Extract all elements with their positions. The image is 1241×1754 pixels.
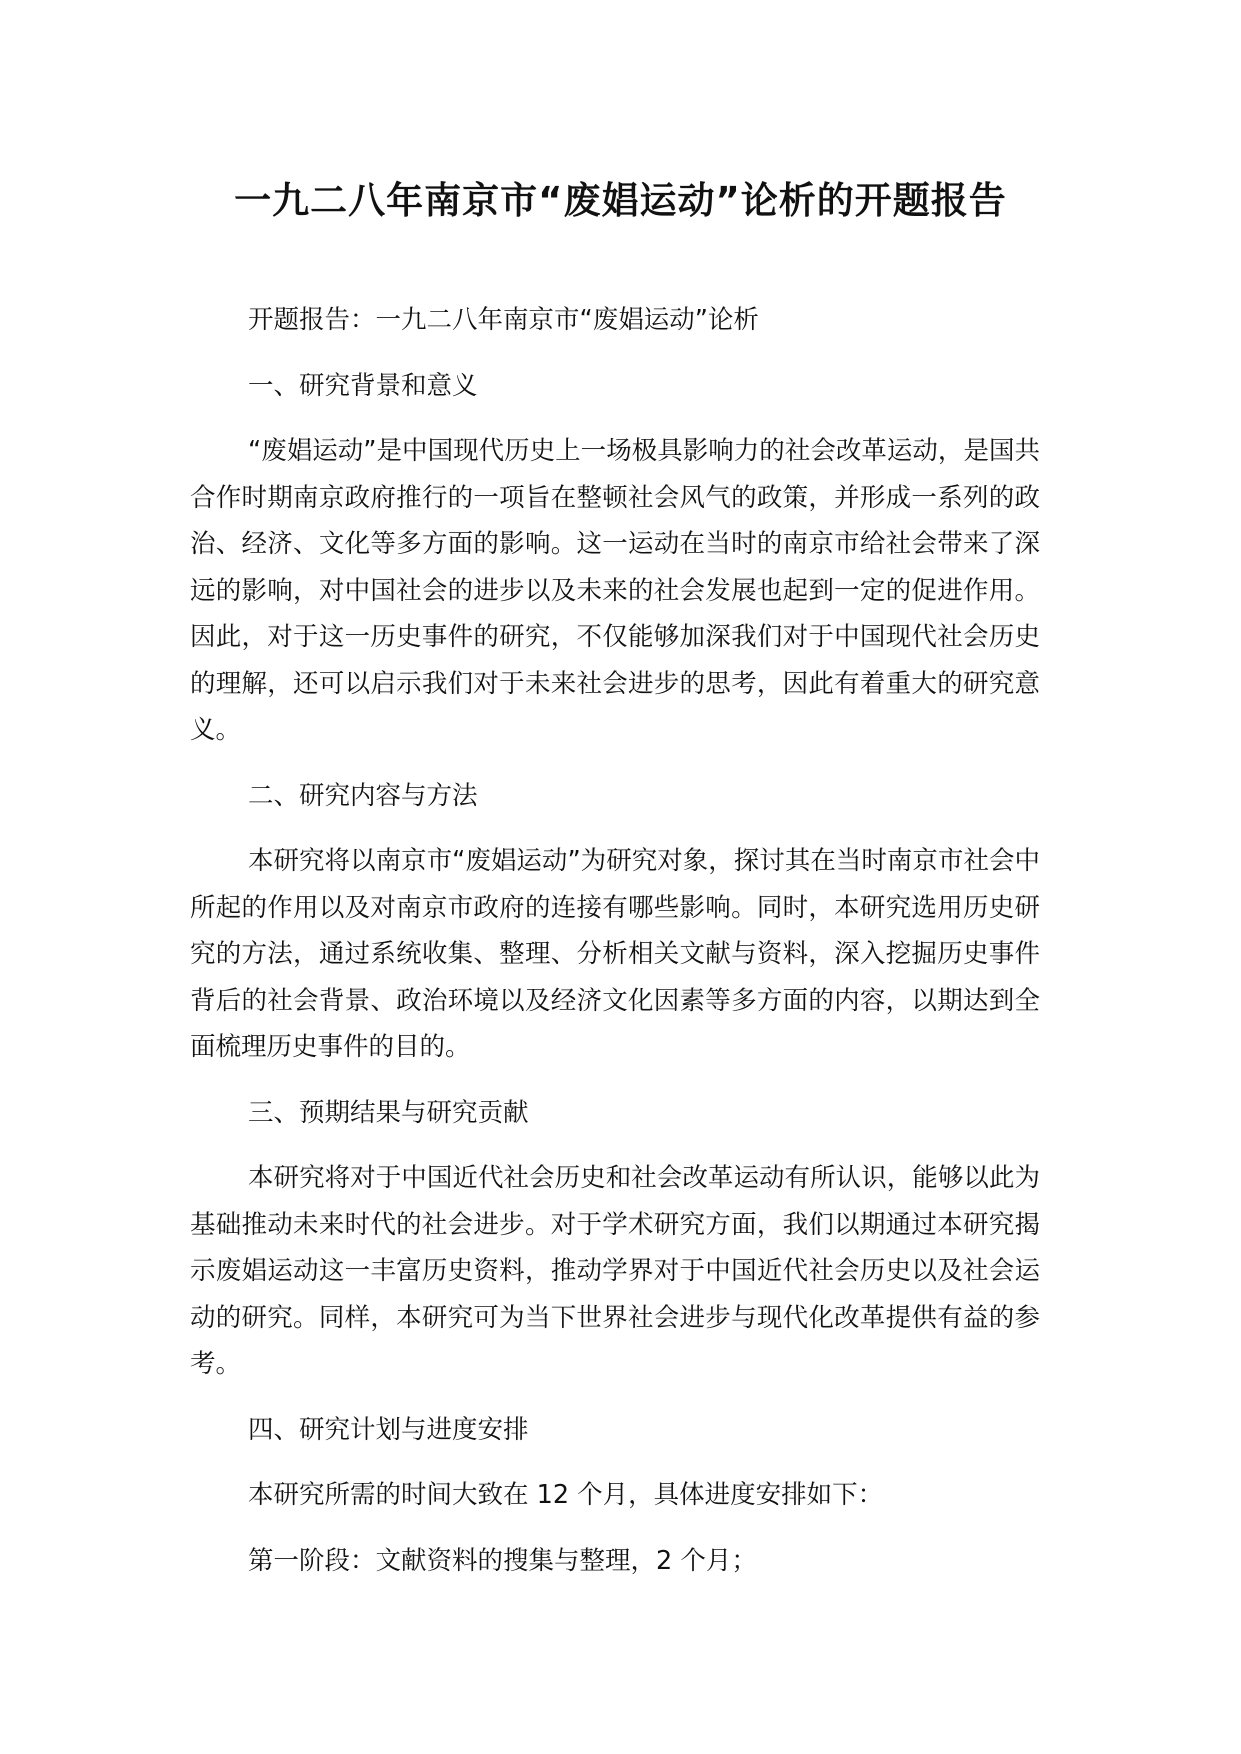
schedule-stage-one-line: 第一阶段：文献资料的搜集与整理，2 个月； bbox=[248, 1545, 757, 1576]
document-body bbox=[190, 297, 1040, 1584]
section-heading-content-methods: 二、研究内容与方法 bbox=[248, 780, 478, 811]
schedule-intro-line: 本研究所需的时间大致在 12 个月，具体进度安排如下： bbox=[248, 1480, 884, 1510]
document-title: 一九二八年南京市“废娼运动”论析的开题报告 bbox=[234, 179, 1007, 222]
section-heading-background: 一、研究背景和意义 bbox=[248, 370, 478, 401]
section-paragraph-background: “废娼运动”是中国现代历史上一场极具影响力的社会改革运动，是国共合作时期南京政府推行的一项旨在整顿社会风气的政策，并形成一系列的政治、经济、文化等多方面的影响。这一运动在当时的南京市给社会带来了深远的影响，对中国社会的进步以及未来的社会发展也起到一定的促进作用。因此，对于这一历史事件的研究，不仅能够加深我们对于中国现代社会历史的理解，还可以启示我们对于未来社会进步的思考，因此有着重大的研究意义。 bbox=[190, 436, 1040, 745]
section-heading-expected-results: 三、预期结果与研究贡献 bbox=[248, 1097, 529, 1128]
section-paragraph-expected-results: 本研究将对于中国近代社会历史和社会改革运动有所认识，能够以此为基础推动未来时代的社会进步。对于学术研究方面，我们以期通过本研究揭示废娼运动这一丰富历史资料，推动学界对于中国近代社会历史以及社会运动的研究。同样，本研究可为当下世界社会进步与现代化改革提供有益的参考。 bbox=[190, 1163, 1040, 1379]
report-subtitle: 开题报告：一九二八年南京市“废娼运动”论析 bbox=[248, 305, 759, 335]
section-heading-plan-schedule: 四、研究计划与进度安排 bbox=[248, 1414, 529, 1445]
section-paragraph-content-methods: 本研究将以南京市“废娼运动”为研究对象，探讨其在当时南京市社会中所起的作用以及对南京市政府的连接有哪些影响。同时，本研究选用历史研究的方法，通过系统收集、整理、分析相关文献与资料，深入挖掘历史事件背后的社会背景、政治环境以及经济文化因素等多方面的内容，以期达到全面梳理历史事件的目的。 bbox=[190, 846, 1040, 1062]
